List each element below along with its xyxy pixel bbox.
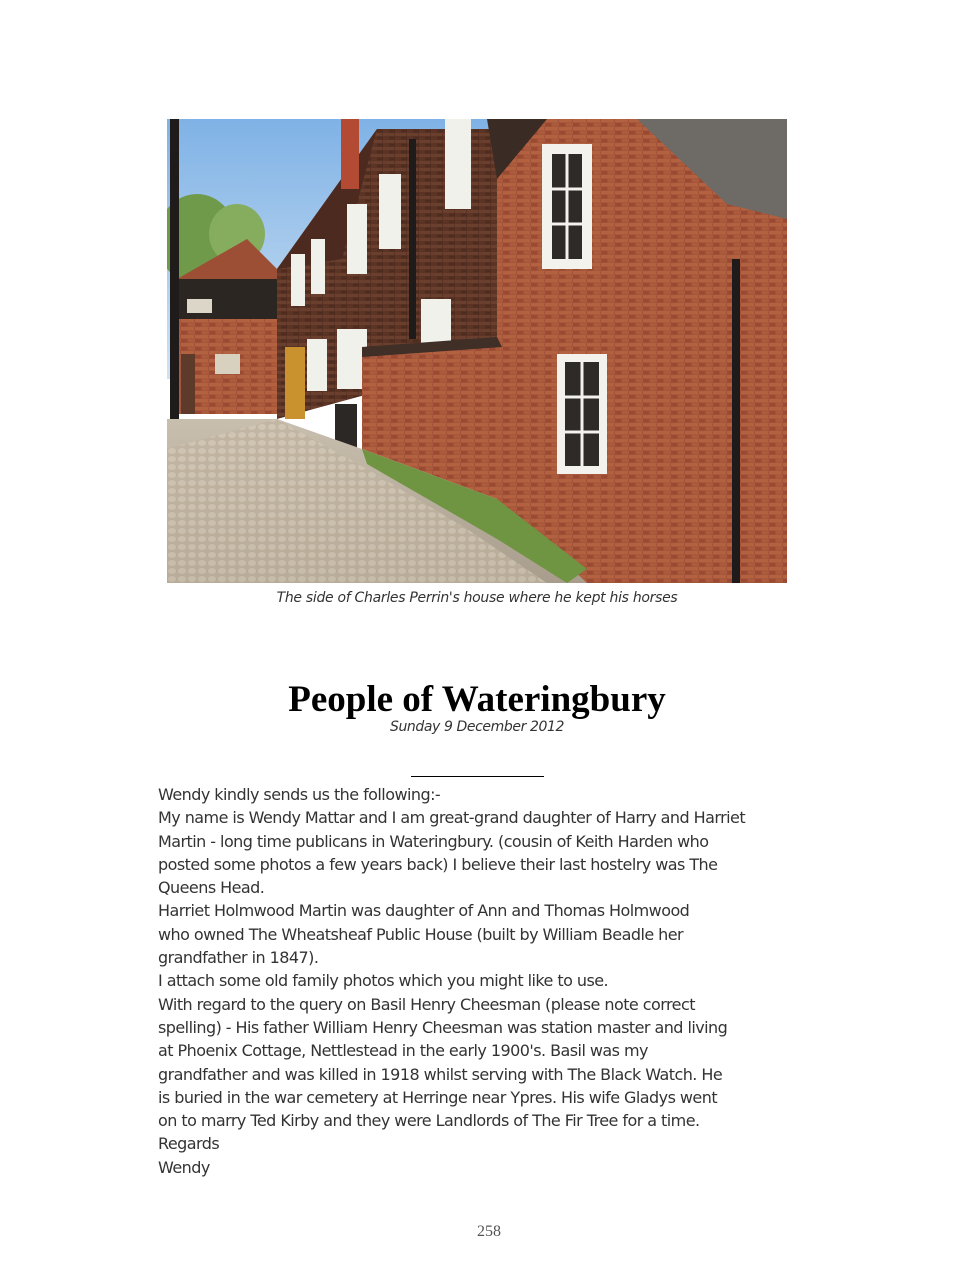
body-line: Queens Head. [158,878,265,898]
body-line: With regard to the query on Basil Henry Cheesman (please note correct [158,994,695,1014]
body-line: posted some photos a few years back) I believe their last hostelry was The [158,854,718,874]
article-title: People of Wateringbury [288,679,666,720]
body-line: Wendy kindly sends us the following:- [158,785,441,804]
photo-brick-cottages-lane [167,119,787,583]
body-line: is buried in the war cemetery at Herringe near Ypres. His wife Gladys went [158,1087,718,1107]
article-body [158,783,798,1179]
body-line: at Phoenix Cottage, Nettlestead in the early 1900's. Basil was my [158,1041,648,1061]
body-line: Harriet Holmwood Martin was daughter of Ann and Thomas Holmwood [158,901,690,921]
article-photo [167,119,787,583]
article-date: Sunday 9 December 2012 [389,719,565,735]
body-line: I attach some old family photos which you might like to use. [158,971,609,991]
body-line: spelling) - His father William Henry Cheesman was station master and living [158,1017,728,1037]
body-line: My name is Wendy Mattar and I am great-grand daughter of Harry and Harriet [158,808,746,828]
photo-caption: The side of Charles Perrin's house where he kept his horses [276,590,678,606]
body-line: Martin - long time publicans in Wateringbury. (cousin of Keith Harden who [158,831,709,851]
body-line: Wendy [158,1157,210,1177]
body-line: grandfather and was killed in 1918 whilst serving with The Black Watch. He [158,1064,723,1084]
body-line: who owned The Wheatsheaf Public House (built by William Beadle her [158,924,684,944]
body-line: on to marry Ted Kirby and they were Landlords of The Fir Tree for a time. [158,1111,700,1131]
divider [411,776,544,777]
body-line: Regards [158,1134,220,1154]
body-line: grandfather in 1847). [158,948,319,968]
page-number: 258 [477,1223,501,1240]
